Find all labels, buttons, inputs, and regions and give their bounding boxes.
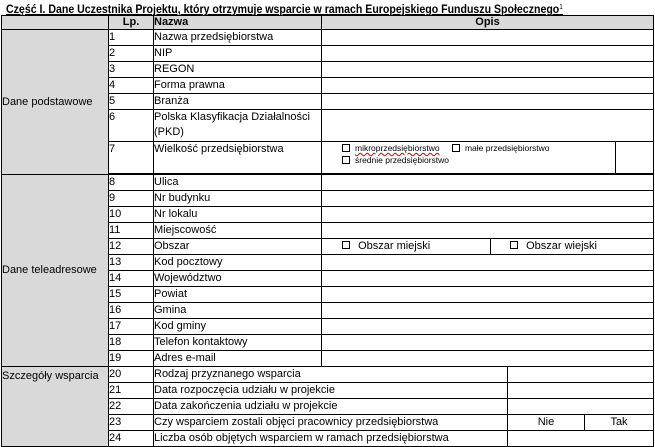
row-lp: 21 (109, 383, 154, 399)
document-title: Część I. Dane Uczestnika Projektu, który otrzymuje wsparcie w ramach Europejskiego Funduszu Społecznego$^1$ (6, 4, 563, 16)
row-label: Nr budynku (154, 191, 322, 207)
checkbox-mikro[interactable] (342, 144, 350, 152)
row-lp: 23 (109, 415, 154, 431)
row-label: Powiat (154, 287, 322, 303)
field-data-zakonczenia[interactable] (508, 399, 654, 415)
row-label: Polska Klasyfikacja Działalności (PKD) (154, 110, 322, 142)
row-label: Forma prawna (154, 78, 322, 94)
field-wojewodztwo[interactable] (322, 271, 654, 287)
row-lp: 15 (109, 287, 154, 303)
checkbox-srednie[interactable] (342, 156, 350, 164)
group-dane-teleadresowe: Dane teleadresowe (2, 175, 109, 367)
row-lp: 20 (109, 367, 154, 383)
group-dane-podstawowe: Dane podstawowe (2, 30, 109, 175)
row-label: Telefon kontaktowy (154, 335, 322, 351)
field-powiat[interactable] (322, 287, 654, 303)
row-lp: 6 (109, 110, 154, 142)
option-tak[interactable]: Tak (585, 415, 654, 431)
row-label: Adres e-mail (154, 351, 322, 367)
row-lp: 18 (109, 335, 154, 351)
row-label: Obszar (154, 239, 322, 255)
option-male-label: małe przedsiębiorstwo (464, 143, 550, 153)
row-label: Kod pocztowy (154, 255, 322, 271)
header-row (2, 16, 654, 30)
row-lp: 16 (109, 303, 154, 319)
row-label: Wielkość przedsiębiorstwa (154, 142, 322, 174)
row-lp: 11 (109, 223, 154, 239)
field-gmina[interactable] (322, 303, 654, 319)
row-lp: 12 (109, 239, 154, 255)
row-label: Województwo (154, 271, 322, 287)
field-miejscowosc[interactable] (322, 223, 654, 239)
group-szczegoly-wsparcia: Szczegóły wsparcia (2, 367, 109, 447)
row-label: Czy wsparciem zostali objęci pracownicy przedsiębiorstwa (154, 415, 508, 431)
field-regon[interactable] (322, 62, 654, 78)
row-lp: 5 (109, 94, 154, 110)
field-nip[interactable] (322, 46, 654, 62)
row-label: Kod gminy (154, 319, 322, 335)
row-lp: 9 (109, 191, 154, 207)
row-label: Miejscowość (154, 223, 322, 239)
row-label: Rodzaj przyznanego wsparcia (154, 367, 508, 383)
row-label: Nazwa przedsiębiorstwa (154, 30, 322, 46)
field-nazwa-przedsiebiorstwa[interactable] (322, 30, 654, 46)
field-nr-lokalu[interactable] (322, 207, 654, 223)
row-lp: 8 (109, 175, 154, 191)
row-label: NIP (154, 46, 322, 62)
divider (490, 239, 491, 254)
field-liczba-osob[interactable] (508, 431, 654, 447)
row-label: Data zakończenia udziału w projekcie (154, 399, 508, 415)
option-srednie-label: średnie przedsiębiorstwo (355, 155, 450, 165)
field-rodzaj-wsparcia[interactable] (508, 367, 654, 383)
row-lp: 3 (109, 62, 154, 78)
row-label: Data rozpoczęcia udziału w projekcie (154, 383, 508, 399)
row-label: Ulica (154, 175, 322, 191)
option-nie[interactable]: Nie (508, 415, 585, 431)
row-lp: 1 (109, 30, 154, 46)
row-lp: 10 (109, 207, 154, 223)
option-obszar-miejski-label: Obszar miejski (358, 240, 431, 252)
option-mikro-label: mikroprzedsiębiorstwo (355, 143, 440, 153)
row-label: Liczba osób objętych wsparciem w ramach przedsiębiorstwa (154, 431, 508, 447)
field-kod-gminy[interactable] (322, 319, 654, 335)
field-pkd[interactable] (322, 110, 654, 142)
table-row (2, 367, 654, 383)
header-lp: Lp. (109, 16, 154, 30)
row-label: Nr lokalu (154, 207, 322, 223)
row-lp: 4 (109, 78, 154, 94)
table-row (2, 175, 654, 191)
row-lp: 19 (109, 351, 154, 367)
field-telefon[interactable] (322, 335, 654, 351)
divider (615, 142, 616, 173)
row-lp: 7 (109, 142, 154, 174)
field-obszar (322, 239, 654, 255)
option-obszar-wiejski-label: Obszar wiejski (526, 240, 597, 252)
participant-form-table (1, 15, 654, 447)
checkbox-male[interactable] (452, 144, 460, 152)
row-lp: 2 (109, 46, 154, 62)
field-kod-pocztowy[interactable] (322, 255, 654, 271)
field-nr-budynku[interactable] (322, 191, 654, 207)
field-branza[interactable] (322, 94, 654, 110)
row-lp: 22 (109, 399, 154, 415)
row-lp: 14 (109, 271, 154, 287)
header-nazwa: Nazwa (154, 16, 322, 30)
title-footnote: 1 (559, 4, 563, 11)
header-empty (2, 16, 109, 30)
header-opis: Opis (322, 16, 654, 30)
checkbox-obszar-miejski[interactable] (342, 241, 350, 249)
row-label: Branża (154, 94, 322, 110)
row-label: REGON (154, 62, 322, 78)
field-email[interactable] (322, 351, 654, 367)
table-row (2, 30, 654, 46)
field-wielkosc-przedsiebiorstwa (322, 142, 654, 174)
row-lp: 17 (109, 319, 154, 335)
field-data-rozpoczecia[interactable] (508, 383, 654, 399)
row-lp: 13 (109, 255, 154, 271)
row-lp: 24 (109, 431, 154, 447)
field-ulica[interactable] (322, 175, 654, 191)
row-label: Gmina (154, 303, 322, 319)
checkbox-obszar-wiejski[interactable] (510, 241, 518, 249)
field-forma-prawna[interactable] (322, 78, 654, 94)
